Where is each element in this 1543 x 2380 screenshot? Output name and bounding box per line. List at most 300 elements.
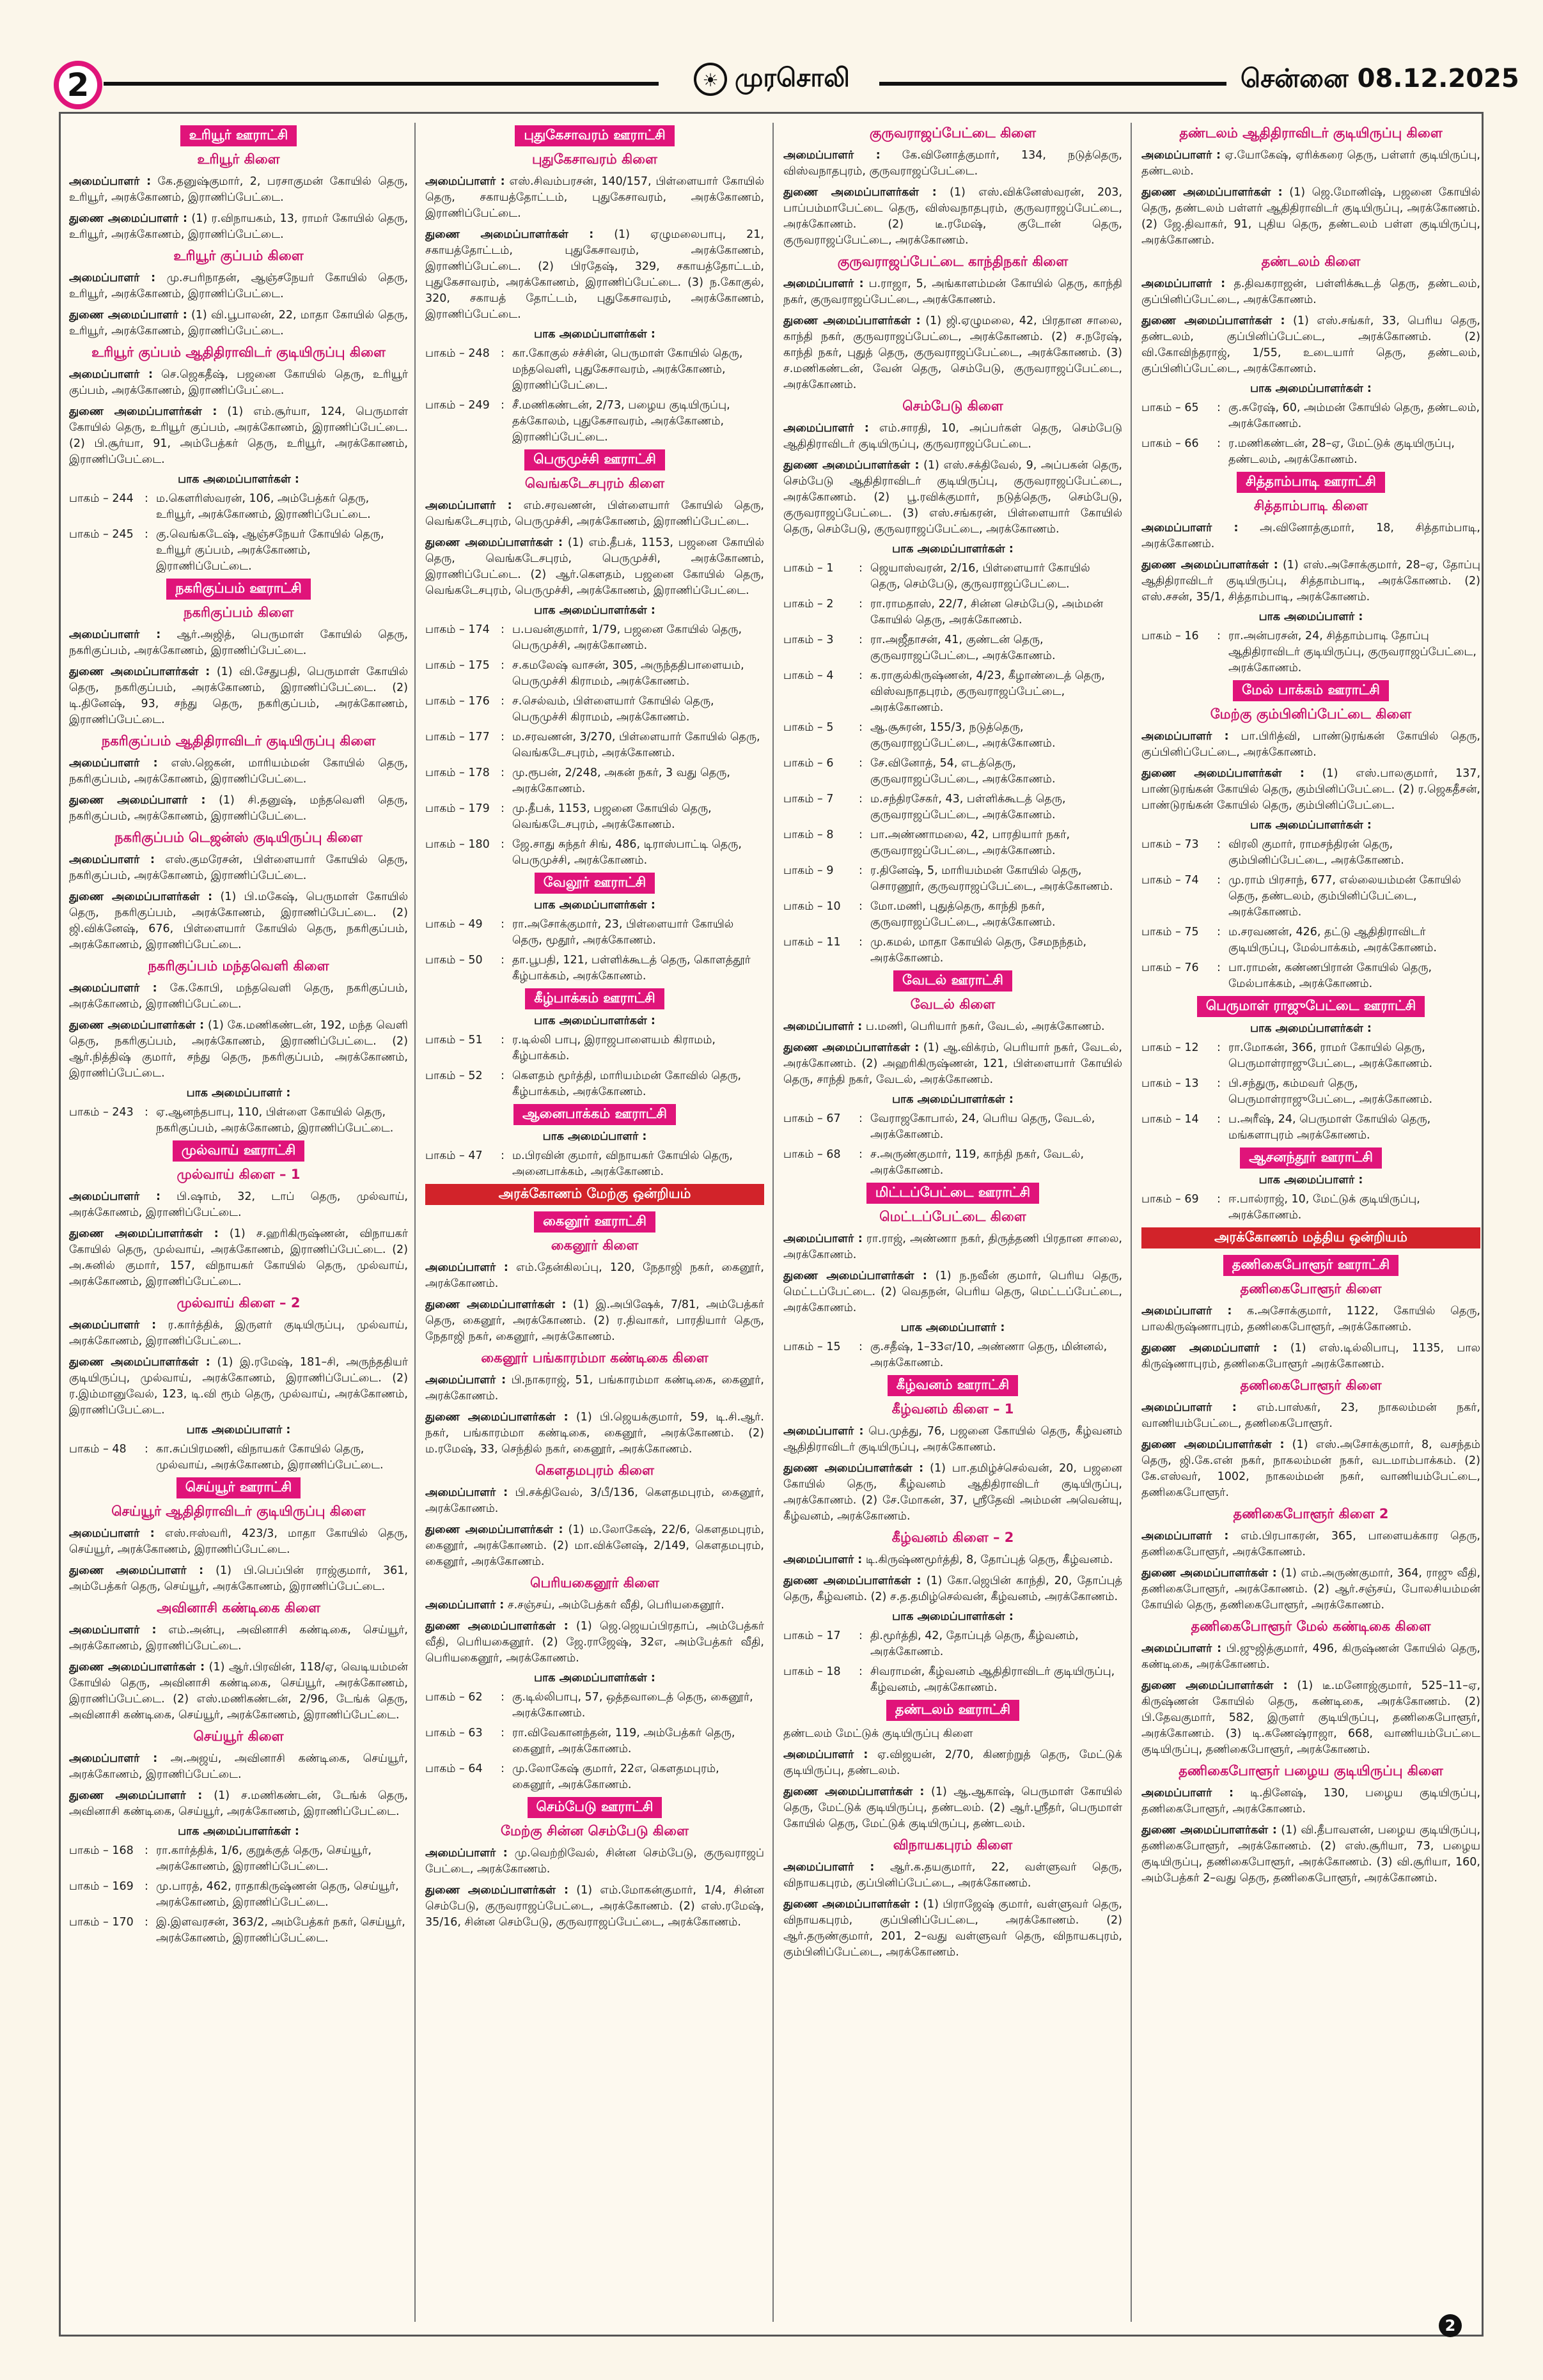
branch-heading: வேடல் கிளை bbox=[910, 997, 996, 1012]
role-label: துணை அமைப்பாளர் : bbox=[69, 212, 188, 225]
entry-text: கே.வினோத்குமார், 134, நடுத்தெரு, விஸ்வநாதபுரம், குருவராஜப்பேட்டை. bbox=[783, 149, 1122, 178]
column-divider bbox=[772, 123, 774, 2322]
appointment-entry bbox=[1141, 148, 1480, 180]
branch-heading: உரியூர் குப்பம் கிளை bbox=[173, 248, 304, 263]
booth-number: பாகம் – 64 bbox=[425, 1762, 483, 1775]
appointment-entry bbox=[783, 1860, 1122, 1892]
role-label: அமைப்பாளர் : bbox=[425, 1374, 506, 1387]
booth-coordinator: கு.சுரேஷ், 60, அம்மன் கோயில் தெரு, தண்டலம், அரக்கோணம். bbox=[1228, 401, 1480, 430]
section-subheading: பாக அமைப்பாளர் : bbox=[186, 1087, 291, 1100]
branch-heading: முல்வாய் கிளை – 2 bbox=[176, 1295, 301, 1311]
booth-coordinator: மு.ராம் பிரசாந், 677, எல்லையம்மன் கோயில் தெரு, தண்டலம், கும்பினிப்பேட்டை, அரக்கோணம். bbox=[1228, 874, 1461, 919]
appointment-entry bbox=[783, 1424, 1122, 1456]
role-label: துணை அமைப்பாளர்கள் : bbox=[69, 1661, 205, 1674]
role-label: அமைப்பாளர் : bbox=[69, 1624, 157, 1637]
section-subheading: பாக அமைப்பாளர்கள் : bbox=[1250, 819, 1372, 832]
role-label: அமைப்பாளர் : bbox=[69, 368, 153, 381]
booth-number: பாகம் – 68 bbox=[783, 1148, 841, 1161]
entry-text: (1) ர.விநாயகம், 13, ராமர் கோயில் தெரு, உரியூர், அரக்கோணம், இராணிப்பேட்டை. bbox=[69, 212, 408, 241]
section-subheading: பாக அமைப்பாளர்கள் : bbox=[534, 1672, 655, 1684]
booth-coordinator: கௌதம் மூர்த்தி, மாரியம்மன் கோவில் தெரு, கீழ்பாக்கம், அரக்கோணம். bbox=[512, 1069, 742, 1098]
section-subheading: பாக அமைப்பாளர்கள் : bbox=[892, 543, 1014, 556]
appointment-entry bbox=[1141, 1641, 1480, 1673]
role-label: துணை அமைப்பாளர் : bbox=[69, 1789, 203, 1802]
entry-text: டி.தினேஷ், 130, பழைய குடியிருப்பு, தணிகைபோளூர், அரக்கோணம். bbox=[1141, 1787, 1480, 1816]
booth-row bbox=[425, 658, 764, 690]
booth-row bbox=[425, 953, 764, 984]
header-rule-mid bbox=[879, 82, 1226, 86]
role-label: அமைப்பாளர் : bbox=[425, 1486, 508, 1499]
appointment-entry bbox=[425, 498, 764, 530]
section-subheading: பாக அமைப்பாளர் : bbox=[1258, 611, 1363, 623]
separator-colon: : bbox=[501, 399, 505, 412]
appointment-entry bbox=[425, 1883, 764, 1931]
role-label: துணை அமைப்பாளர்கள் : bbox=[1141, 186, 1283, 199]
appointment-entry bbox=[1141, 766, 1480, 814]
role-label: அமைப்பாளர் : bbox=[69, 272, 156, 284]
booth-coordinator: ச.செல்வம், பிள்ளையார் கோயில் தெரு, பெருமுச்சி கிராமம், அரக்கோணம். bbox=[512, 695, 714, 724]
role-label: துணை அமைப்பாளர்கள் : bbox=[1141, 1567, 1277, 1580]
booth-coordinator: மு.லோகேஷ் குமார், 22எ, கௌதமபுரம், கைனூர், அரக்கோணம். bbox=[512, 1762, 719, 1791]
booth-number: பாகம் – 3 bbox=[783, 634, 834, 646]
entry-text: (1) வி.தீபாவளன், பழைய குடியிருப்பு, தணிகைபோளூர், அரக்கோணம். (2) எஸ்.சூரியா, 73, பழைய குடியிருப்பு, தணிகைபோளூர், அரக்கோணம். (3) வி.சூரியா, 160, அம்பேத்கர் 2–வது தெரு, தணிகைபோளூர், அரக்கோணம். bbox=[1141, 1824, 1480, 1885]
entry-text: (1) பா.தமிழ்ச்செல்வன், 20, பஜனை கோயில் தெரு, கீழ்வனம் ஆதிதிராவிடர் குடியிருப்பு, அரக்கோணம். (2) சே.மோகன், 37, ஸ்ரீதேவி அம்மன் அவென்யு, கீழ்வனம், அரக்கோணம். bbox=[783, 1462, 1122, 1523]
section-subheading: பாக அமைப்பாளர்கள் : bbox=[1250, 1022, 1372, 1035]
booth-number: பாகம் – 180 bbox=[425, 838, 490, 851]
booth-number: பாகம் – 16 bbox=[1141, 630, 1199, 642]
entry-text: (1) ச.ஹரிகிருஷ்ணன், விநாயகர் கோயில் தெரு, முல்வாய், அரக்கோணம், இராணிப்பேட்டை. (2) அ.சுனில் குமார், 157, விநாயகர் கோயில் தெரு, முல்வாய், அரக்கோணம், இராணிப்பேட்டை. bbox=[69, 1227, 408, 1288]
footer-page-number: 2 bbox=[1439, 2314, 1462, 2337]
booth-coordinator: மு.தீபக், 1153, பஜனை கோயில் தெரு, வெங்கடேசபுரம், அரக்கோணம். bbox=[512, 802, 712, 831]
entry-text: பி.நாகராஜ், 51, பங்காரம்மா கண்டிகை, கைனூர், அரக்கோணம். bbox=[425, 1374, 764, 1403]
entry-text: டி.கிருஷ்ணமூர்த்தி, 8, தோப்புத் தெரு, கீழ்வனம். bbox=[862, 1553, 1113, 1566]
separator-colon: : bbox=[501, 1691, 505, 1704]
branch-heading: தணிகைபோளூர் மேல் கண்டிகை கிளை bbox=[1191, 1619, 1431, 1634]
booth-row bbox=[69, 527, 408, 575]
separator-colon: : bbox=[145, 1844, 148, 1857]
role-label: அமைப்பாளர் : bbox=[783, 277, 864, 290]
booth-row bbox=[425, 1032, 764, 1064]
role-label: அமைப்பாளர் : bbox=[1141, 149, 1221, 162]
appointment-entry bbox=[69, 404, 408, 468]
appointment-entry bbox=[1141, 1400, 1480, 1432]
panchayat-tag: கீழ்பாக்கம் ஊராட்சி bbox=[525, 988, 664, 1009]
booth-number: பாகம் – 12 bbox=[1141, 1041, 1199, 1054]
appointment-entry bbox=[425, 1373, 764, 1404]
booth-coordinator: பி.சந்துரு, கம்மவர் தெரு, பெருமாள்ராஜுபேட்டை, அரக்கோணம். bbox=[1228, 1077, 1433, 1106]
separator-colon: : bbox=[859, 634, 863, 646]
booth-number: பாகம் – 176 bbox=[425, 695, 490, 708]
column-3 bbox=[783, 123, 1122, 2322]
appointment-entry bbox=[783, 276, 1122, 308]
booth-coordinator: ப.பவன்குமார், 1/79, பஜனை கோயில் தெரு, பெருமுச்சி, அரக்கோணம். bbox=[512, 623, 742, 652]
booth-coordinator: ஏ.ஆனந்தபாபு, 110, பிள்ளை கோயில் தெரு, நகரிகுப்பம், அரக்கோணம், இராணிப்பேட்டை. bbox=[156, 1106, 394, 1135]
separator-colon: : bbox=[859, 1665, 863, 1678]
appointment-entry bbox=[1141, 1341, 1480, 1373]
panchayat-tag: மிட்டப்பேட்டை ஊராட்சி bbox=[866, 1183, 1039, 1204]
role-label: துணை அமைப்பாளர்கள் : bbox=[425, 1523, 563, 1536]
booth-coordinator: தா.பூபதி, 121, பள்ளிக்கூடத் தெரு, கொளத்தூர் கீழ்பாக்கம், அரக்கோணம். bbox=[512, 954, 751, 983]
appointment-entry bbox=[69, 1355, 408, 1419]
entry-text: எஸ்.குமரேசன், பிள்ளையார் கோயில் தெரு, நகரிகுப்பம், அரக்கோணம், இராணிப்பேட்டை. bbox=[69, 853, 408, 882]
booth-coordinator: இ.இளவரசன், 363/2, அம்பேத்கர் நகர், செய்யூர், அரக்கோணம், இராணிப்பேட்டை. bbox=[156, 1916, 405, 1945]
appointment-entry bbox=[783, 185, 1122, 249]
role-label: அமைப்பாளர் : bbox=[783, 422, 869, 435]
booth-coordinator: சே.வினோத், 54, எடத்தெரு, குருவராஜப்பேட்டை, அரக்கோணம். bbox=[870, 757, 1056, 786]
booth-coordinator: விரலி குமார், ராமசந்திரன் தெரு, கும்பினிப்பேட்டை, அரக்கோணம். bbox=[1228, 838, 1404, 867]
booth-number: பாகம் – 65 bbox=[1141, 401, 1199, 414]
booth-row bbox=[425, 801, 764, 833]
separator-colon: : bbox=[501, 731, 505, 743]
booth-row bbox=[425, 398, 764, 446]
appointment-entry bbox=[783, 1784, 1122, 1832]
entry-text: மு.வெற்றிவேல், சின்ன செம்பேடு, குருவராஜப் பேட்டை, அரக்கோணம். bbox=[425, 1847, 764, 1876]
appointment-entry bbox=[69, 1788, 408, 1820]
appointment-entry bbox=[425, 1410, 764, 1458]
booth-coordinator: ப.அரீஷ், 24, பெருமாள் கோயில் தெரு, மங்களாபுரம் அரக்கோணம். bbox=[1228, 1113, 1431, 1142]
role-label: அமைப்பாளர் : bbox=[69, 757, 158, 770]
booth-coordinator: ம.சந்திரசேகர், 43, பள்ளிக்கூடத் தெரு, குருவராஜப்பேட்டை, அரக்கோணம். bbox=[870, 793, 1066, 821]
role-label: அமைப்பாளர் : bbox=[783, 1748, 868, 1761]
booth-coordinator: ஜெயாஸ்வரன், 2/16, பிள்ளையார் கோயில் தெரு, செம்பேடு, குருவராஜப்பேட்டை. bbox=[870, 562, 1090, 591]
role-label: அமைப்பாளர் : bbox=[425, 1847, 508, 1860]
appointment-entry bbox=[1141, 185, 1480, 249]
entry-text: பி.ஜுஜித்குமார், 496, கிருஷ்ணன் கோயில் தெரு, கண்டிகை, அரக்கோணம். bbox=[1141, 1642, 1480, 1671]
separator-colon: : bbox=[1217, 437, 1221, 450]
booth-number: பாகம் – 9 bbox=[783, 864, 834, 877]
appointment-entry bbox=[425, 1260, 764, 1292]
appointment-entry bbox=[69, 174, 408, 206]
booth-row bbox=[425, 346, 764, 394]
branch-heading: கௌதமபுரம் கிளை bbox=[535, 1463, 655, 1478]
appointment-entry bbox=[1141, 276, 1480, 308]
separator-colon: : bbox=[859, 562, 863, 575]
booth-coordinator: ம.சரவணன், 426, தட்டு ஆதிதிராவிடர் குடியிருப்பு, மேல்பாக்கம், அரக்கோணம். bbox=[1228, 926, 1437, 954]
separator-colon: : bbox=[859, 669, 863, 682]
section-subheading: பாக அமைப்பாளர்கள் : bbox=[534, 604, 655, 617]
booth-row bbox=[783, 1111, 1122, 1143]
appointment-entry bbox=[69, 1318, 408, 1349]
role-label: அமைப்பாளர் : bbox=[1141, 1530, 1229, 1543]
branch-heading: நகரிகுப்பம் மந்தவெளி கிளை bbox=[148, 958, 329, 974]
panchayat-tag: ஆசனந்தூர் ஊராட்சி bbox=[1240, 1147, 1382, 1169]
role-label: அமைப்பாளர் : bbox=[1141, 1787, 1234, 1800]
appointment-entry bbox=[1141, 520, 1480, 552]
page-header bbox=[0, 0, 1543, 102]
role-label: அமைப்பாளர் : bbox=[69, 175, 152, 188]
separator-colon: : bbox=[1217, 1113, 1221, 1126]
separator-colon: : bbox=[1217, 874, 1221, 887]
booth-coordinator: ரா.ராமதாஸ், 22/7, சின்ன செம்பேடு, அம்மன் கோயில் தெரு, அரக்கோணம். bbox=[870, 598, 1104, 626]
page-number-badge bbox=[54, 61, 102, 109]
panchayat-tag: கைனூர் ஊராட்சி bbox=[534, 1211, 655, 1233]
separator-colon: : bbox=[1217, 961, 1221, 974]
role-label: அமைப்பாளர் : bbox=[783, 149, 881, 162]
booth-number: பாகம் – 8 bbox=[783, 828, 834, 841]
appointment-entry bbox=[1141, 1823, 1480, 1886]
entry-text: பெ.முத்து, 76, பஜனை கோயில் தெரு, கீழ்வனம் ஆதிதிராவிடர் குடியிருப்பு, அரக்கோணம். bbox=[783, 1425, 1122, 1454]
branch-heading: செய்யூர் ஆதிதிராவிடர் குடியிருப்பு கிளை bbox=[111, 1504, 366, 1519]
booth-coordinator: ர.டில்லி பாபு, இராஜபாளையம் கிராமம், கீழ்பாக்கம். bbox=[512, 1034, 716, 1062]
appointment-entry bbox=[69, 664, 408, 728]
booth-coordinator: கா.சுப்பிரமணி, விநாயகர் கோயில் தெரு, முல்வாய், அரக்கோணம், இராணிப்பேட்டை. bbox=[156, 1443, 384, 1472]
masthead-title: முரசொலி bbox=[735, 63, 850, 93]
appointment-entry bbox=[69, 627, 408, 659]
appointment-entry bbox=[425, 1485, 764, 1517]
entry-text: (1) பிராஜேஷ் குமார், வள்ளுவர் தெரு, விநாயகபுரம், குப்பினிப்பேட்டை, அரக்கோணம். (2) ஆர்.தருண்குமார், 201, 2–வது வள்ளுவர் தெரு, விநாயகபுரம், கும்பினிப்பேட்டை, அரக்கோணம். bbox=[783, 1898, 1122, 1959]
booth-row bbox=[1141, 628, 1480, 676]
branch-heading: மேற்கு கும்பினிப்பேட்டை கிளை bbox=[1210, 706, 1412, 722]
separator-colon: : bbox=[1217, 1077, 1221, 1090]
header-rule-left bbox=[104, 82, 659, 86]
role-label: துணை அமைப்பாளர்கள் : bbox=[425, 536, 563, 549]
role-label: துணை அமைப்பாளர்கள் : bbox=[69, 1019, 205, 1032]
section-subheading: பாக அமைப்பாளர்கள் : bbox=[178, 473, 299, 486]
separator-colon: : bbox=[501, 1034, 505, 1046]
separator-colon: : bbox=[859, 1629, 863, 1642]
separator-colon: : bbox=[859, 828, 863, 841]
appointment-entry bbox=[1141, 1303, 1480, 1335]
booth-number: பாகம் – 75 bbox=[1141, 926, 1199, 938]
branch-heading: தண்டலம் ஆதிதிராவிடர் குடியிருப்பு கிளை bbox=[1179, 125, 1443, 141]
appointment-entry bbox=[783, 148, 1122, 180]
separator-colon: : bbox=[859, 936, 863, 949]
column-1 bbox=[69, 123, 408, 2322]
booth-row bbox=[783, 596, 1122, 628]
role-label: துணை அமைப்பாளர்கள் : bbox=[69, 1227, 219, 1240]
role-label: துணை அமைப்பாளர்கள் : bbox=[425, 228, 594, 241]
booth-number: பாகம் – 63 bbox=[425, 1727, 483, 1739]
booth-coordinator: வேராஜகோபால், 24, பெரிய தெரு, வேடல், அரக்கோணம். bbox=[870, 1112, 1095, 1141]
booth-row bbox=[783, 632, 1122, 664]
section-subheading: பாக அமைப்பாளர் : bbox=[900, 1321, 1005, 1334]
appointment-entry bbox=[783, 313, 1122, 393]
entry-text: எம்.பாஸ்கர், 23, நாகலம்மன் நகர், வாணியம்பேட்டை, தணிகைபோளூர். bbox=[1141, 1401, 1480, 1430]
booth-number: பாகம் – 52 bbox=[425, 1069, 483, 1082]
entry-text: பி.சக்திவேல், 3/பீ/136, கௌதமபுரம், கைனூர், அரக்கோணம். bbox=[425, 1486, 764, 1515]
panchayat-tag: வேடல் ஊராட்சி bbox=[893, 970, 1012, 992]
role-label: துணை அமைப்பாளர்கள் : bbox=[783, 459, 920, 472]
booth-number: பாகம் – 47 bbox=[425, 1149, 483, 1162]
branch-heading: அவினாசி கண்டிகை கிளை bbox=[157, 1600, 320, 1615]
entry-text: (1) ஏழுமலைபாபு, 21, சகாயத்தோட்டம், புதுகேசாவரம், அரக்கோணம், இராணிப்பேட்டை. (2) பிரதேஷ், 329, சகாயத்தோட்டம், புதுகேசாவரம், அரக்கோணம், இராணிப்பேட்டை. (3) ந.கோகுல், 320, சகாயத் தோட்டம், புதுகேசாவரம், அரக்கோணம், இராணிப்பேட்டை. bbox=[425, 228, 764, 321]
panchayat-tag: பெருமுச்சி ஊராட்சி bbox=[524, 449, 665, 471]
entry-text: (1) பி.பெப்பின் ராஜ்குமார், 361, அம்பேத்கர் தெரு, செய்யூர், அரக்கோணம், இராணிப்பேட்டை. bbox=[69, 1564, 408, 1593]
booth-row bbox=[1141, 924, 1480, 956]
entry-text: (1) சி.தனுஷ், மந்தவெளி தெரு, நகரிகுப்பம், அரக்கோணம், இராணிப்பேட்டை. bbox=[69, 794, 408, 823]
entry-text: எம்.சாரதி, 10, அப்பர்கள் தெரு, செம்பேடு ஆதிதிராவிடர் குடியிருப்பு, குருவராஜப்பேட்டை. bbox=[783, 422, 1122, 451]
booth-coordinator: மு.ரூபன், 2/248, அகன் நகர், 3 வது தெரு, அரக்கோணம். bbox=[512, 766, 730, 795]
booth-coordinator: ம.சரவணன், 3/270, பிள்ளையார் கோயில் தெரு, வெங்கடேசபுரம், அரக்கோணம். bbox=[512, 731, 760, 759]
booth-coordinator: ரா.அஜீதாசன், 41, குண்டன் தெரு, குருவராஜப்பேட்டை, அரக்கோணம். bbox=[870, 634, 1056, 662]
branch-heading: சித்தாம்பாடி கிளை bbox=[1253, 498, 1368, 513]
booth-coordinator: ஆ.சூசுரன், 155/3, நடுத்தெரு, குருவராஜப்பேட்டை, அரக்கோணம். bbox=[870, 721, 1056, 750]
appointment-entry bbox=[69, 1751, 408, 1783]
separator-colon: : bbox=[501, 1069, 505, 1082]
panchayat-tag: புதுகேசாவரம் ஊராட்சி bbox=[515, 125, 674, 146]
entry-text: கே.தனுஷ்குமார், 2, பரசாகுமன் கோயில் தெரு, உரியூர், அரக்கோணம், இராணிப்பேட்டை. bbox=[69, 175, 408, 204]
role-label: அமைப்பாளர் : bbox=[69, 1190, 161, 1203]
branch-heading: விநாயகபுரம் கிளை bbox=[893, 1837, 1013, 1853]
section-subheading: பாக அமைப்பாளர்கள் : bbox=[892, 1093, 1014, 1106]
entry-text: அ.அஜய், அவினாசி கண்டிகை, செய்யூர், அரக்கோணம், இராணிப்பேட்டை. bbox=[69, 1752, 408, 1781]
entry-text: ஆர்.க.தயகுமார், 22, வள்ளுவர் தெரு, விநாயகபுரம், குப்பினிப்பேட்டை, அரக்கோணம். bbox=[783, 1861, 1122, 1890]
separator-colon: : bbox=[145, 492, 148, 505]
panchayat-tag: முல்வாய் ஊராட்சி bbox=[173, 1140, 305, 1162]
appointment-entry bbox=[69, 367, 408, 399]
appointment-entry bbox=[1141, 729, 1480, 761]
separator-colon: : bbox=[859, 757, 863, 770]
section-subheading: பாக அமைப்பாளர்கள் : bbox=[892, 1610, 1014, 1623]
separator-colon: : bbox=[859, 900, 863, 913]
appointment-entry bbox=[69, 270, 408, 302]
entry-text: எஸ்.சிவம்பரசன், 140/157, பிள்ளையார் கோயில் தெரு, சகாயத்தோட்டம், புதுகேசாவரம், அரக்கோணம், இராணிப்பேட்டை. bbox=[425, 175, 764, 220]
booth-row bbox=[783, 863, 1122, 895]
booth-number: பாகம் – 15 bbox=[783, 1341, 841, 1353]
booth-number: பாகம் – 76 bbox=[1141, 961, 1199, 974]
role-label: துணை அமைப்பாளர் : bbox=[69, 794, 206, 807]
booth-row bbox=[783, 791, 1122, 823]
booth-row bbox=[425, 1725, 764, 1757]
role-label: அமைப்பாளர் : bbox=[1141, 522, 1239, 534]
role-label: துணை அமைப்பாளர்கள் : bbox=[783, 315, 921, 327]
appointment-entry bbox=[425, 1598, 764, 1614]
role-label: துணை அமைப்பாளர் : bbox=[69, 309, 187, 322]
booth-number: பாகம் – 69 bbox=[1141, 1193, 1199, 1206]
entry-text: (1) எஸ்.சங்கர், 33, பெரிய தெரு, தண்டலம், குப்பினிப்பேட்டை, அரக்கோணம். (2) வி.கோவிந்தராஜ், 1/55, உடையார் தெரு, தண்டலம், குப்பினிப்பேட்டை, அரக்கோணம். bbox=[1141, 315, 1480, 375]
role-label: அமைப்பாளர் : bbox=[783, 1425, 864, 1438]
entry-text: அ.வினோத்குமார், 18, சித்தாம்பாடி, அரக்கோணம். bbox=[1141, 522, 1480, 550]
role-label: அமைப்பாளர் : bbox=[69, 1527, 155, 1540]
branch-heading: நகரிகுப்பம் ஆதிதிராவிடர் குடியிருப்பு கிளை bbox=[101, 733, 376, 749]
appointment-entry bbox=[69, 1563, 408, 1595]
separator-colon: : bbox=[501, 918, 505, 931]
role-label: அமைப்பாளர் : bbox=[1141, 1401, 1237, 1414]
separator-colon: : bbox=[145, 1880, 148, 1893]
panchayat-tag: ஆனைபாக்கம் ஊராட்சி bbox=[513, 1104, 676, 1125]
booth-number: பாகம் – 248 bbox=[425, 347, 490, 360]
booth-row bbox=[1141, 1192, 1480, 1224]
booth-number: பாகம் – 175 bbox=[425, 659, 490, 672]
separator-colon: : bbox=[501, 1727, 505, 1739]
appointment-entry bbox=[783, 1726, 1122, 1742]
booth-coordinator: கு.வெங்கடேஷ், ஆஞ்சநேயர் கோயில் தெரு, உரியூர் குப்பம், அரக்கோணம், இராணிப்பேட்டை. bbox=[156, 528, 384, 573]
page-number: 2 bbox=[67, 66, 90, 104]
booth-row bbox=[783, 1339, 1122, 1371]
separator-colon: : bbox=[501, 954, 505, 967]
booth-row bbox=[425, 729, 764, 761]
appointment-entry bbox=[425, 174, 764, 222]
appointment-entry bbox=[69, 307, 408, 339]
entry-text: ர.கார்த்திக், இருளர் குடியிருப்பு, முல்வாய், அரக்கோணம், இராணிப்பேட்டை. bbox=[69, 1319, 408, 1348]
appointment-entry bbox=[1141, 1678, 1480, 1758]
booth-row bbox=[783, 899, 1122, 931]
union-banner: அரக்கோணம் மேற்கு ஒன்றியம் bbox=[425, 1184, 764, 1205]
entry-text: ச.சஞ்சய், அம்பேத்கர் வீதி, பெரியகைனூர். bbox=[504, 1599, 725, 1612]
appointment-entry bbox=[783, 458, 1122, 538]
booth-coordinator: மோ.மணி, புதுத்தெரு, காந்தி நகர், குருவராஜப்பேட்டை, அரக்கோணம். bbox=[870, 900, 1056, 929]
appointment-entry bbox=[1141, 1528, 1480, 1560]
booth-number: பாகம் – 6 bbox=[783, 757, 834, 770]
entry-text: (1) ம.லோகேஷ், 22/6, கௌதமபுரம், கைனூர், அரக்கோணம். (2) மா.விக்னேஷ், 2/149, கௌதமபுரம், கைனூர், அரக்கோணம். bbox=[425, 1523, 764, 1568]
panchayat-tag: உரியூர் ஊராட்சி bbox=[180, 125, 297, 146]
booth-coordinator: மு.பாரத், 462, ராதாகிருஷ்ணன் தெரு, செய்யூர், அரக்கோணம், இராணிப்பேட்டை. bbox=[156, 1880, 399, 1909]
branch-heading: கீழ்வனம் கிளை – 1 bbox=[891, 1401, 1014, 1417]
booth-coordinator: தி.மூர்த்தி, 42, தோப்புத் தெரு, கீழ்வனம், அரக்கோணம். bbox=[870, 1629, 1079, 1658]
branch-heading: முல்வாய் கிளை – 1 bbox=[176, 1167, 301, 1182]
booth-number: பாகம் – 49 bbox=[425, 918, 483, 931]
booth-coordinator: பா.ராமன், கண்ணபிரான் கோயில் தெரு, மேல்பாக்கம், அரக்கோணம். bbox=[1228, 961, 1432, 990]
booth-row bbox=[783, 720, 1122, 752]
panchayat-tag: செய்யூர் ஊராட்சி bbox=[176, 1477, 301, 1498]
booth-row bbox=[783, 668, 1122, 716]
appointment-entry bbox=[425, 1846, 764, 1878]
booth-number: பாகம் – 243 bbox=[69, 1106, 134, 1119]
branch-heading: கைனூர் பங்காரம்மா கண்டிகை கிளை bbox=[481, 1350, 709, 1365]
panchayat-tag: நகரிகுப்பம் ஊராட்சி bbox=[166, 579, 310, 600]
role-label: துணை அமைப்பாளர்கள் : bbox=[425, 1884, 568, 1897]
appointment-entry bbox=[69, 1526, 408, 1558]
appointment-entry bbox=[69, 981, 408, 1013]
booth-number: பாகம் – 174 bbox=[425, 623, 490, 636]
role-label: துணை அமைப்பாளர்கள் : bbox=[783, 1462, 924, 1475]
separator-colon: : bbox=[859, 1148, 863, 1161]
appointment-entry bbox=[1141, 1785, 1480, 1817]
entry-text: (1) எஸ்.டில்லிபாபு, 1135, பால கிருஷ்ணாபுரம், தணிகைபோளூர் அரக்கோணம். bbox=[1141, 1342, 1480, 1371]
entry-text: (1) எஸ்.பாலகுமார், 137, பாண்டுரங்கன் கோயில் தெரு, கும்பினிப்பேட்டை. (2) ர.ஜெகதீசன், பாண்டுரங்கன் கோயில் தெரு, கும்பினிப்பேட்டை. bbox=[1141, 767, 1480, 812]
role-label: துணை அமைப்பாளர்கள் : bbox=[783, 1041, 920, 1054]
booth-coordinator: சிவராமன், கீழ்வனம் ஆதிதிராவிடர் குடியிருப்பு, கீழ்வனம், அரக்கோணம். bbox=[870, 1665, 1115, 1694]
role-label: அமைப்பாளர் : bbox=[1141, 1642, 1222, 1655]
section-subheading: பாக அமைப்பாளர் : bbox=[186, 1424, 291, 1436]
booth-number: பாகம் – 169 bbox=[69, 1880, 134, 1893]
branch-heading: குருவராஜப்பேட்டை காந்திநகர் கிளை bbox=[837, 254, 1069, 269]
role-label: துணை அமைப்பாளர்கள் : bbox=[425, 1620, 568, 1633]
role-label: துணை அமைப்பாளர்கள் : bbox=[783, 1898, 919, 1911]
entry-text: எம்.தேன்கிலப்பு, 120, நேதாஜி நகர், கைனூர், அரக்கோணம். bbox=[425, 1261, 764, 1290]
entry-text: மு.சபரிநாதன், ஆஞ்சநேயர் கோயில் தெரு, உரியூர், அரக்கோணம், இராணிப்பேட்டை. bbox=[69, 272, 408, 300]
booth-coordinator: க.ராகுல்கிருஷ்ணன், 4/23, கீழாண்டைத் தெரு, விஸ்வநாதபுரம், குருவராஜப்பேட்டை, அரக்கோணம். bbox=[870, 669, 1105, 714]
booth-number: பாகம் – 2 bbox=[783, 598, 834, 611]
booth-number: பாகம் – 17 bbox=[783, 1629, 841, 1642]
separator-colon: : bbox=[859, 793, 863, 805]
booth-number: பாகம் – 51 bbox=[425, 1034, 483, 1046]
appointment-entry bbox=[425, 535, 764, 599]
role-label: துணை அமைப்பாளர்கள் : bbox=[783, 1785, 925, 1798]
booth-row bbox=[1141, 837, 1480, 869]
branch-heading: தணிகைபோளூர் கிளை bbox=[1240, 1281, 1382, 1296]
entry-text: ரா.ராஜ், அண்ணா நகர், திருத்தணி பிரதான சாலை, அரக்கோணம். bbox=[783, 1233, 1122, 1261]
entry-text: (1) வி.சேதுபதி, பெருமாள் கோயில் தெரு, நகரிகுப்பம், அரக்கோணம், இராணிப்பேட்டை. (2) டி.தினேஷ், 93, சந்து தெரு, நகரிகுப்பம், அரக்கோணம், இராணிப்பேட்டை. bbox=[69, 665, 408, 726]
appointment-entry bbox=[783, 1231, 1122, 1263]
entry-text: (1) ஆ.விக்ரம், பெரியார் நகர், வேடல், அரக்கோணம். (2) அஹரிகிருஷ்ணன், 121, பிள்ளையார் கோயில் தெரு, சாந்தி நகர், வேடல், அரக்கோணம். bbox=[783, 1041, 1122, 1086]
booth-row bbox=[783, 756, 1122, 788]
separator-colon: : bbox=[501, 802, 505, 815]
entry-text: எஸ்.ஜெகன், மாரியம்மன் கோயில் தெரு, நகரிகுப்பம், அரக்கோணம், இராணிப்பேட்டை. bbox=[69, 757, 408, 786]
booth-number: பாகம் – 4 bbox=[783, 669, 834, 682]
entry-text: (1) ஆ.ஆகாஷ், பெருமாள் கோயில் தெரு, மேட்டுக் குடியிருப்பு, தண்டலம். (2) ஆர்.ஸ்ரீதர், பெருமாள் கோயில் தெரு, மேட்டுக் குடியிருப்பு, தண்டலம். bbox=[783, 1785, 1122, 1830]
branch-heading: கைனூர் கிளை bbox=[551, 1238, 639, 1253]
booth-row bbox=[69, 1879, 408, 1911]
booth-number: பாகம் – 13 bbox=[1141, 1077, 1199, 1090]
appointment-entry bbox=[425, 1297, 764, 1345]
role-label: துணை அமைப்பாளர்கள் : bbox=[1141, 315, 1285, 327]
appointment-entry bbox=[69, 1226, 408, 1290]
booth-coordinator: ஈ.பால்ராஜ், 10, மேட்டுக் குடியிருப்பு, அரக்கோணம். bbox=[1228, 1193, 1420, 1222]
booth-row bbox=[1141, 960, 1480, 992]
role-label: அமைப்பாளர் : bbox=[425, 1599, 505, 1612]
booth-number: பாகம் – 177 bbox=[425, 731, 490, 743]
